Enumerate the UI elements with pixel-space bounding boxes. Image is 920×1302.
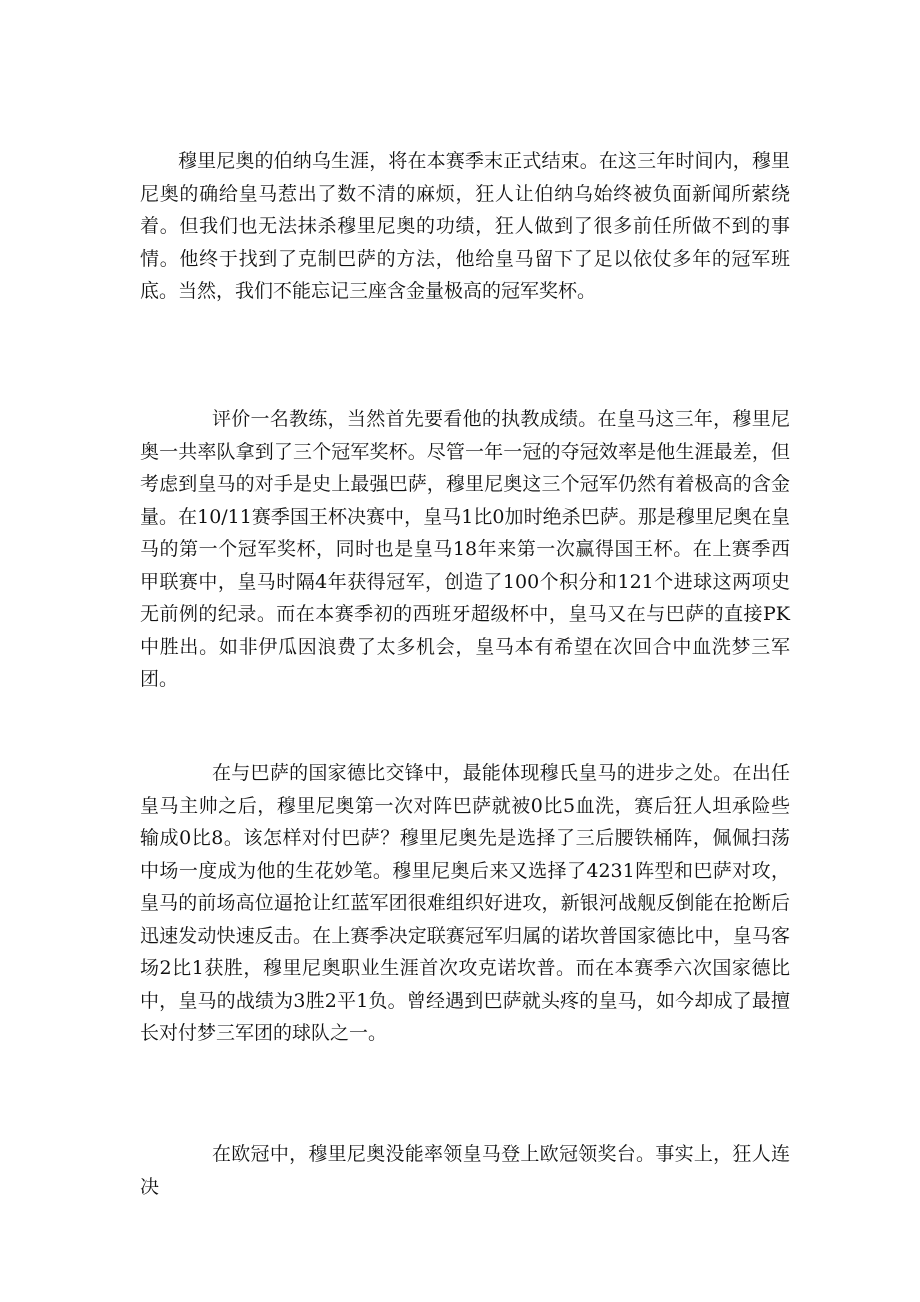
paragraph-intro: 穆里尼奥的伯纳乌生涯，将在本赛季末正式结束。在这三年时间内，穆里尼奥的确给皇马惹出了数不清的麻烦，狂人让伯纳乌始终被负面新闻所萦绕着。但我们也无法抹杀穆里尼奥的功绩，狂人做到了很多前任所做不到的事情。他终于找到了克制巴萨的方法，他给皇马留下了足以依仗多年的冠军班底。当然，我们不能忘记三座含金量极高的冠军奖杯。 (140, 150, 790, 302)
paragraph-champions-league: 在欧冠中，穆里尼奥没能率领皇马登上欧冠领奖台。事实上，狂人连决 (140, 1143, 790, 1198)
paragraph-coaching-record: 评价一名教练，当然首先要看他的执教成绩。在皇马这三年，穆里尼奥一共率队拿到了三个冠军奖杯。尽管一年一冠的夺冠效率是他生涯最差，但考虑到皇马的对手是史上最强巴萨，穆里尼奥这三个冠军仍然有着极高的含金量。在10/11赛季国王杯决赛中，皇马1比0加时绝杀巴萨。那是穆里尼奥在皇马的第一个冠军奖杯，同时也是皇马18年来第一次赢得国王杯。在上赛季西甲联赛中，皇马时隔4年获得冠军，创造了100个积分和121个进球这两项史无前例的纪录。而在本赛季初的西班牙超级杯中，皇马又在与巴萨的直接PK中胜出。如非伊瓜因浪费了太多机会，皇马本有希望在次回合中血洗梦三军团。 (140, 408, 790, 690)
paragraph-el-clasico: 在与巴萨的国家德比交锋中，最能体现穆氏皇马的进步之处。在出任皇马主帅之后，穆里尼奥第一次对阵巴萨就被0比5血洗，赛后狂人坦承险些输成0比8。该怎样对付巴萨？穆里尼奥先是选择了三后腰铁桶阵，佩佩扫荡中场一度成为他的生花妙笔。穆里尼奥后来又选择了4231阵型和巴萨对攻，皇马的前场高位逼抢让红蓝军团很难组织好进攻，新银河战舰反倒能在抢断后迅速发动快速反击。在上赛季决定联赛冠军归属的诺坎普国家德比中，皇马客场2比1获胜，穆里尼奥职业生涯首次攻克诺坎普。而在本赛季六次国家德比中，皇马的战绩为3胜2平1负。曾经遇到巴萨就头疼的皇马，如今却成了最擅长对付梦三军团的球队之一。 (140, 762, 790, 1044)
